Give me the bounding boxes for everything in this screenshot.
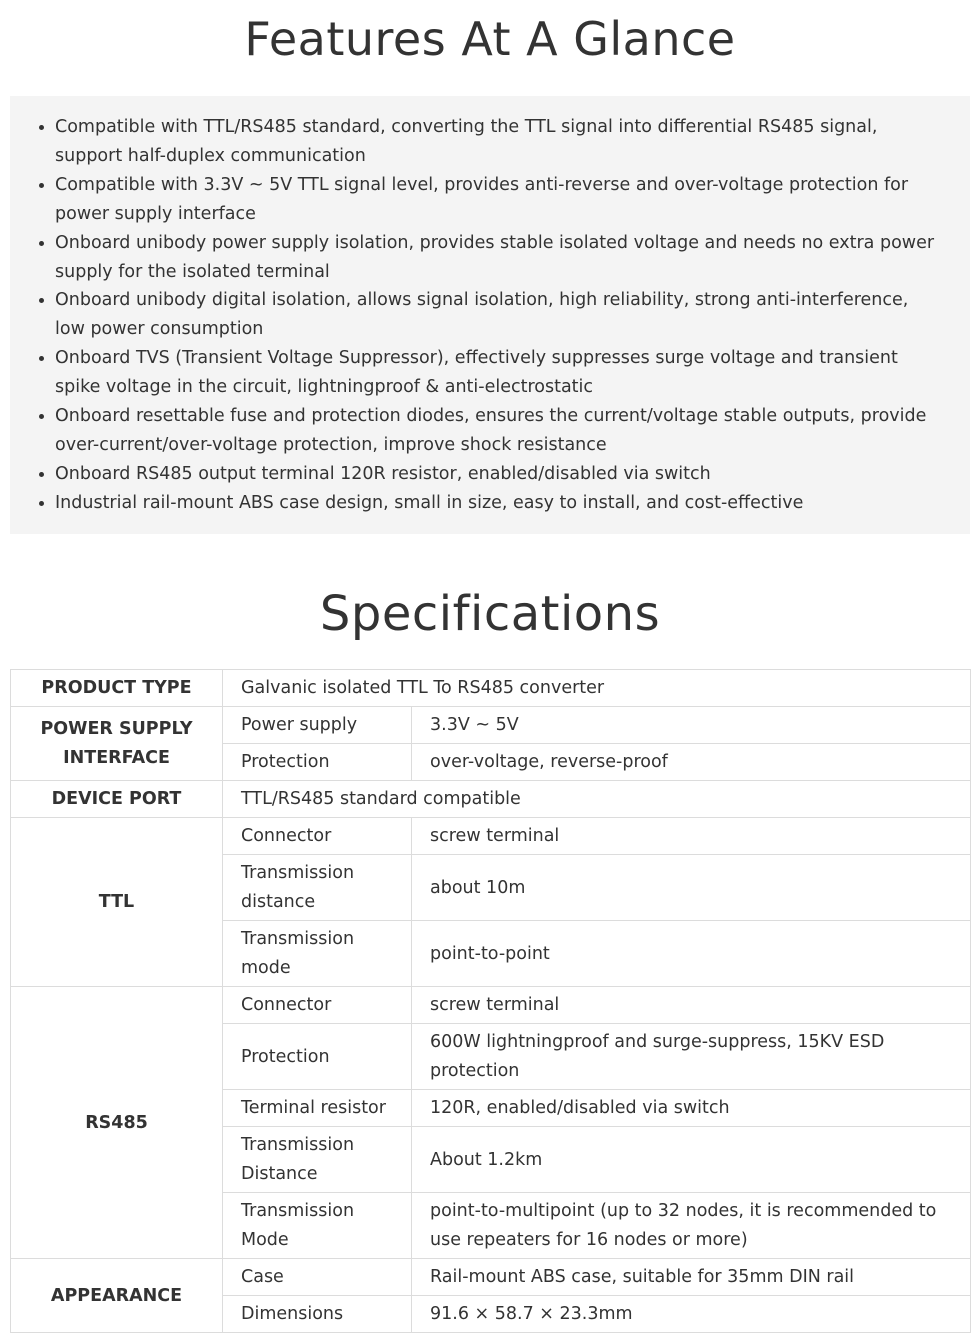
spec-value: Rail-mount ABS case, suitable for 35mm DIN rail	[412, 1259, 971, 1296]
feature-item: • Onboard unibody power supply isolation, provides stable isolated voltage and needs no extra power supply for the isolated terminal	[55, 229, 940, 287]
features-panel	[10, 96, 970, 534]
spec-value: over-voltage, reverse-proof	[412, 744, 971, 781]
table-row	[11, 818, 971, 855]
row-header-ttl: TTL	[11, 818, 223, 987]
feature-item: • Compatible with TTL/RS485 standard, converting the TTL signal into differential RS485 signal, support half-duplex communication	[55, 113, 940, 171]
spec-value: point-to-point	[412, 921, 971, 987]
product-type-value: Galvanic isolated TTL To RS485 converter	[223, 670, 971, 707]
spec-name: Dimensions	[223, 1296, 412, 1333]
feature-item: • Onboard RS485 output terminal 120R resistor, enabled/disabled via switch	[55, 460, 940, 489]
spec-name: Connector	[223, 818, 412, 855]
spec-name: Connector	[223, 987, 412, 1024]
spec-value: 600W lightningproof and surge-suppress, 15KV ESD protection	[412, 1024, 971, 1090]
spec-value: 91.6 × 58.7 × 23.3mm	[412, 1296, 971, 1333]
spec-name: Case	[223, 1259, 412, 1296]
table-row	[11, 1259, 971, 1296]
feature-item: • Onboard TVS (Transient Voltage Suppressor), effectively suppresses surge voltage and transient spike voltage in the circuit, lightningproof & anti-electrostatic	[55, 344, 940, 402]
table-row	[11, 707, 971, 744]
spec-name: Transmission distance	[223, 855, 412, 921]
spec-name: Terminal resistor	[223, 1090, 412, 1127]
feature-item: • Compatible with 3.3V ~ 5V TTL signal level, provides anti-reverse and over-voltage protection for power supply interface	[55, 171, 940, 229]
spec-value: 3.3V ~ 5V	[412, 707, 971, 744]
row-header-power-supply-interface: POWER SUPPLY INTERFACE	[11, 707, 223, 781]
table-row	[11, 670, 971, 707]
device-port-value: TTL/RS485 standard compatible	[223, 781, 971, 818]
spec-name: Protection	[223, 1024, 412, 1090]
features-list	[34, 113, 940, 518]
table-row	[11, 987, 971, 1024]
specifications-table	[10, 669, 971, 1333]
table-row	[11, 781, 971, 818]
row-header-device-port: DEVICE PORT	[11, 781, 223, 818]
row-header-appearance: APPEARANCE	[11, 1259, 223, 1333]
feature-item: • Onboard unibody digital isolation, allows signal isolation, high reliability, strong anti-interference, low power consumption	[55, 286, 940, 344]
spec-value: screw terminal	[412, 987, 971, 1024]
feature-item: • Industrial rail-mount ABS case design, small in size, easy to install, and cost-effective	[55, 489, 940, 518]
spec-name: Transmission Distance	[223, 1127, 412, 1193]
spec-value: 120R, enabled/disabled via switch	[412, 1090, 971, 1127]
spec-name: Transmission mode	[223, 921, 412, 987]
spec-value: about 10m	[412, 855, 971, 921]
spec-name: Transmission Mode	[223, 1193, 412, 1259]
spec-value: point-to-multipoint (up to 32 nodes, it is recommended to use repeaters for 16 nodes or more)	[412, 1193, 971, 1259]
spec-name: Protection	[223, 744, 412, 781]
spec-name: Power supply	[223, 707, 412, 744]
spec-value: About 1.2km	[412, 1127, 971, 1193]
spec-value: screw terminal	[412, 818, 971, 855]
row-header-rs485: RS485	[11, 987, 223, 1259]
row-header-product-type: PRODUCT TYPE	[11, 670, 223, 707]
features-title: Features At A Glance	[244, 12, 736, 66]
specifications-title: Specifications	[319, 586, 661, 642]
feature-item: • Onboard resettable fuse and protection diodes, ensures the current/voltage stable outputs, provide over-current/over-voltage protection, improve shock resistance	[55, 402, 940, 460]
